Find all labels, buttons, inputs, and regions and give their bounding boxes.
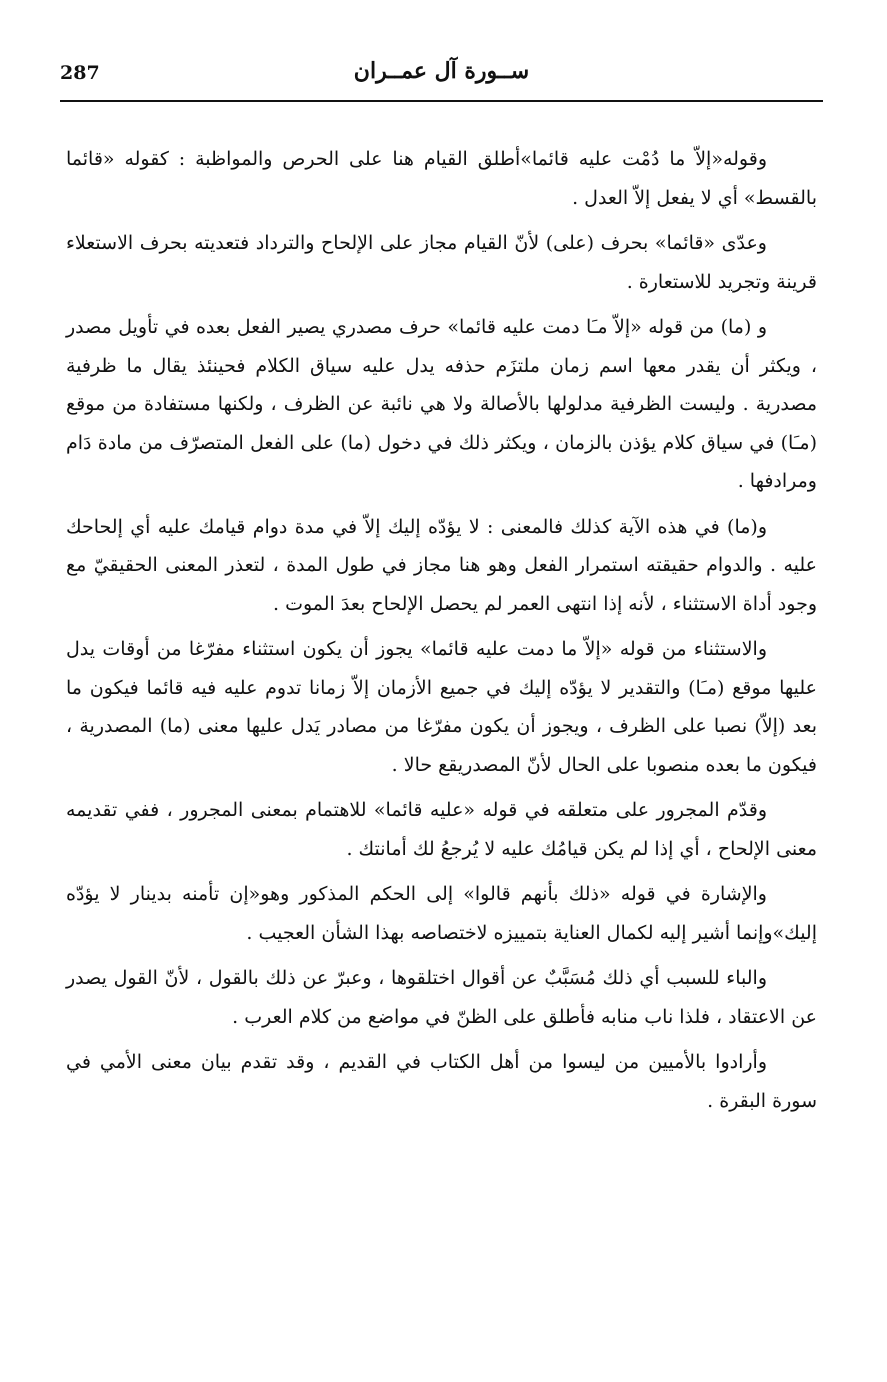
running-title: ســورة آل عمــران [353,58,530,84]
page-header [60,58,823,98]
paragraph: والإشارة في قوله «ذلك بأنهم قالوا» إلى الحكم المذكور وهو«إن تأمنه بدينار لا يؤدّه إليك»وإنما أشير إليه لكمال العناية بتمييزه لاختصاصه بهذا الشأن العجيب . [66,883,817,944]
paragraph: وأرادوا بالأميين من ليسوا من أهل الكتاب في القديم ، وقد تقدم بيان معنى الأمي في سورة البقرة . [66,1051,817,1112]
paragraph: و (ما) من قوله «إلاّ مـَا دمت عليه قائما» حرف مصدري يصير الفعل بعده في تأويل مصدر ، ويكثر أن يقدر معها اسم زمان ملتزَم حذفه يدل عليه سياق الكلام فحينئذ يقال ما ظرفية مصدرية . وليست الظرفية مدلولها بالأصالة ولا هي نائبة عن الظرف ، ولكنها مستفادة من موقع (مـَا) في سياق كلام يؤذن بالزمان ، ويكثر ذلك في دخول (ما) على الفعل المتصرّف من مادة دَام ومرادفها . [66,316,817,492]
page-number: 287 [60,62,100,84]
paragraph: والباء للسبب أي ذلك مُسَبَّبٌ عن أقوال اختلقوها ، وعبرّ عن ذلك بالقول ، لأنّ القول يصدر عن الاعتقاد ، فلذا ناب منابه فأطلق على الظنّ في مواضع من كلام العرب . [66,967,817,1028]
paragraph: وقوله«إلاّ ما دُمْت عليه قائما»أطلق القيام هنا على الحرص والمواظبة : كقوله «قائما بالقسط» أي لا يفعل إلاّ العدل . [66,148,817,209]
paragraph: وعدّى «قائما» بحرف (على) لأنّ القيام مجاز على الإلحاح والترداد فتعديته بحرف الاستعلاء قرينة وتجريد للاستعارة . [66,232,817,293]
paragraph: والاستثناء من قوله «إلاّ ما دمت عليه قائما» يجوز أن يكون استثناء مفرّغا من أوقات يدل عليها موقع (مـَا) والتقدير لا يؤدّه إليك في جميع الأزمان إلاّ زمانا تدوم عليه فيه قائما فيكون ما بعد (إلاّ) نصبا على الظرف ، ويجوز أن يكون مفرّغا من مصادر يَدل عليها معنى (ما) المصدرية ، فيكون ما بعده منصوبا على الحال لأنّ المصدريقع حالا . [66,638,817,776]
header-rule [60,100,823,102]
paragraph: وقدّم المجرور على متعلقه في قوله «عليه قائما» للاهتمام بمعنى المجرور ، ففي تقديمه معنى الإلحاح ، أي إذا لم يكن قيامُك عليه لا يُرجعُ لك أمانتك . [66,799,817,860]
body-text [66,140,817,1127]
paragraph: و(ما) في هذه الآية كذلك فالمعنى : لا يؤدّه إليك إلاّ في مدة دوام قيامك عليه أي إلحاحك عليه . والدوام حقيقته استمرار الفعل وهو هنا مجاز في طول المدة ، لتعذر المعنى الحقيقيّ مع وجود أداة الاستثناء ، لأنه إذا انتهى العمر لم يحصل الإلحاح بعدَ الموت . [66,515,817,615]
